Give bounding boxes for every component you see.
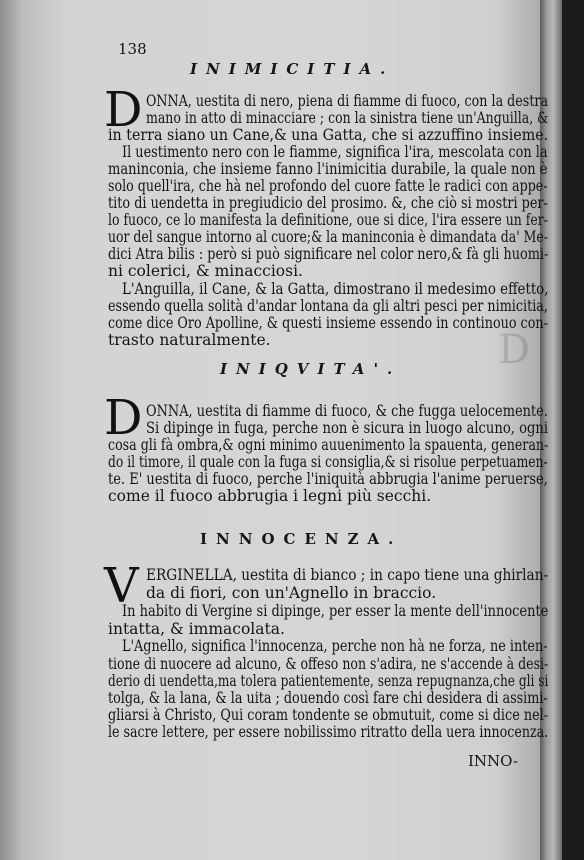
text-line: lo fuoco, ce lo manifesta la definitione, oue si dice, l'ira essere un fer- — [108, 211, 548, 229]
text-line: essendo quella solità d'andar lontana da gli altri pesci per nimicitia, — [108, 297, 548, 315]
text-line: tolga, & la lana, & la uita ; douendo così fare chi desidera di assimi- — [108, 689, 548, 707]
text-line: uor del sangue intorno al cuore;& la maninconia è dimandata da' Me- — [108, 228, 548, 246]
text-line: L'Agnello, significa l'innocenza, perche non hà ne forza, ne inten- — [122, 637, 548, 655]
text-line: L'Anguilla, il Cane, & la Gatta, dimostrano il medesimo effetto, — [122, 280, 549, 298]
text-line: ni colerici, & minacciosi. — [108, 262, 303, 280]
text-line: ONNA, uestita di nero, piena di fiamme di fuoco, con la destra — [146, 92, 549, 110]
text-line: dici Atra bilis : però si può significare nel color nero,& fà gli huomi- — [108, 245, 549, 263]
catchword: INNO- — [468, 752, 519, 770]
text-line: In habito di Vergine si dipinge, per esser la mente dell'innocente — [122, 602, 549, 620]
text-line: mano in atto di minacciare ; con la sinistra tiene un'Anguilla, & — [146, 109, 549, 127]
text-line: le sacre lettere, per essere nobilissimo ritratto della uera innocenza. — [108, 723, 549, 741]
text-line: Il uestimento nero con le fiamme, significa l'ira, mescolata con la — [122, 143, 548, 161]
text-line: solo quell'ira, che hà nel profondo del cuore fatte le radici con appe- — [108, 177, 548, 195]
text-line: gliarsi à Christo, Qui coram tondente se obmutuit, come si dice nel- — [108, 706, 549, 724]
section-heading-inimicitia: INIMICITIA. — [190, 60, 395, 78]
drop-cap: V — [104, 558, 139, 614]
page-number: 138 — [118, 40, 147, 58]
section-heading-innocenza: INNOCENZA. — [200, 530, 403, 548]
text-line: da di fiori, con un'Agnello in braccio. — [146, 584, 437, 602]
text-line: come dice Oro Apolline, & questi insieme essendo in continouo con- — [108, 314, 548, 332]
drop-cap: D — [104, 390, 143, 446]
text-line: maninconia, che insieme fanno l'inimicitia durabile, la quale non è — [108, 160, 548, 178]
text-line: do il timore, il quale con la fuga si consiglia,& si risolue perpetuamen- — [108, 453, 548, 471]
text-line: cosa gli fà ombra,& ogni minimo auuenimento la spauenta, generan- — [108, 436, 549, 454]
text-line: intatta, & immacolata. — [108, 620, 285, 638]
bleed-through-letter: D — [498, 327, 531, 373]
text-line: trasto naturalmente. — [108, 331, 271, 349]
text-line: tito di uendetta in pregiudicio del prosimo. &, che ciò si mostri per- — [108, 194, 548, 212]
text-line: ERGINELLA, uestita di bianco ; in capo tiene una ghirlan- — [146, 566, 549, 584]
text-line: Si dipinge in fuga, perche non è sicura in luogo alcuno, ogni — [146, 419, 549, 437]
text-line: come il fuoco abbrugia i legni più secchi. — [108, 487, 432, 505]
drop-cap: D — [104, 82, 143, 138]
section-heading-iniquita: INIQVITA'. — [220, 360, 402, 378]
text-line: in terra siano un Cane,& una Gatta, che si azzuffino insieme. — [108, 126, 549, 144]
text-line: tione di nuocere ad alcuno, & offeso non s'adira, ne s'accende à desi- — [108, 655, 549, 673]
text-line: derio di uendetta,ma tolera patientemente, senza repugnanza,che gli si — [108, 672, 549, 690]
text-line: ONNA, uestita di fiamme di fuoco, & che fugga uelocemente. — [146, 402, 548, 420]
text-line: te. E' uestita di fuoco, perche l'iniquità abbrugia l'anime peruerse, — [108, 470, 548, 488]
